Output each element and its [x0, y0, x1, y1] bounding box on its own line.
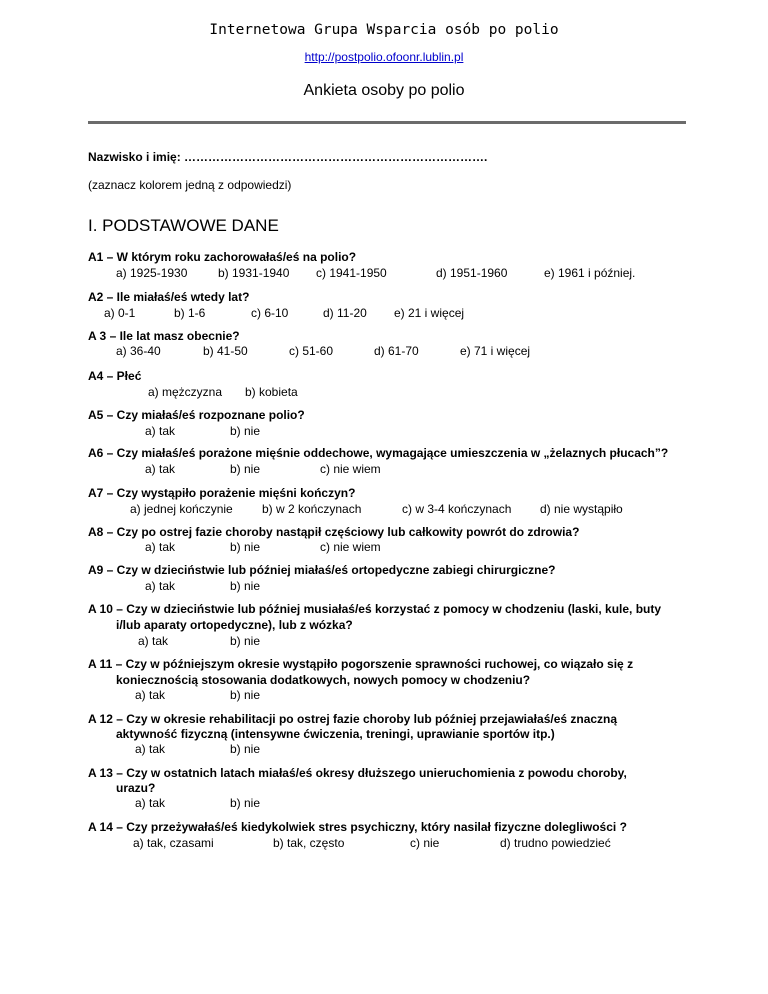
option-a10-a[interactable]: a) tak: [138, 634, 169, 648]
option-a3-c[interactable]: c) 51-60: [289, 344, 334, 358]
option-a14-b[interactable]: b) tak, często: [273, 836, 345, 850]
option-a11-a[interactable]: a) tak: [135, 688, 166, 702]
question-a14: A 14 – Czy przeżywałaś/eś kiedykolwiek stres psychiczny, który nasilał fizyczne dolegliwości ?: [88, 820, 627, 834]
option-a6-c[interactable]: c) nie wiem: [320, 462, 381, 476]
option-a7-d[interactable]: d) nie wystąpiło: [540, 502, 623, 516]
option-a1-b[interactable]: b) 1931-1940: [218, 266, 290, 280]
option-a2-a[interactable]: a) 0-1: [104, 306, 136, 320]
document-title: Ankieta osoby po polio: [303, 82, 465, 99]
option-a14-d[interactable]: d) trudno powiedzieć: [500, 836, 611, 850]
option-a9-b[interactable]: b) nie: [230, 579, 261, 593]
question-a13-line2: urazu?: [116, 781, 156, 795]
option-a1-d[interactable]: d) 1951-1960: [436, 266, 508, 280]
question-a9: A9 – Czy w dzieciństwie lub później miałaś/eś ortopedyczne zabiegi chirurgiczne?: [88, 563, 556, 577]
option-a7-c[interactable]: c) w 3-4 kończynach: [402, 502, 512, 516]
header-url-link[interactable]: http://postpolio.ofoonr.lublin.pl: [304, 50, 464, 64]
question-a12-line2: aktywność fizyczną (intensywne ćwiczenia, treningi, uprawianie sportów itp.): [116, 727, 555, 741]
option-a14-a[interactable]: a) tak, czasami: [133, 836, 214, 850]
question-a10-line2: i/lub aparaty ortopedyczne), lub z wózka?: [116, 618, 353, 632]
option-a13-b[interactable]: b) nie: [230, 796, 261, 810]
option-a1-e[interactable]: e) 1961 i później.: [544, 266, 636, 280]
option-a8-b[interactable]: b) nie: [230, 540, 261, 554]
option-a3-b[interactable]: b) 41-50: [203, 344, 248, 358]
section-title: I. PODSTAWOWE DANE: [88, 216, 279, 235]
option-a11-b[interactable]: b) nie: [230, 688, 261, 702]
option-a6-b[interactable]: b) nie: [230, 462, 261, 476]
question-a3: A 3 – Ile lat masz obecnie?: [88, 329, 240, 343]
question-a5: A5 – Czy miałaś/eś rozpoznane polio?: [88, 408, 305, 422]
horizontal-rule: [88, 121, 686, 124]
option-a3-d[interactable]: d) 61-70: [374, 344, 419, 358]
option-a8-a[interactable]: a) tak: [145, 540, 176, 554]
option-a13-a[interactable]: a) tak: [135, 796, 166, 810]
question-a8: A8 – Czy po ostrej fazie choroby nastąpił częściowy lub całkowity powrót do zdrowia?: [88, 525, 580, 539]
option-a9-a[interactable]: a) tak: [145, 579, 176, 593]
question-a10-line1: A 10 – Czy w dzieciństwie lub później musiałaś/eś korzystać z pomocy w chodzeniu (laski, kule, buty: [88, 602, 662, 616]
name-field-label: Nazwisko i imię: ………………………………………………………………….: [88, 150, 488, 164]
option-a1-a[interactable]: a) 1925-1930: [116, 266, 188, 280]
option-a3-a[interactable]: a) 36-40: [116, 344, 161, 358]
option-a2-d[interactable]: d) 11-20: [323, 306, 367, 320]
option-a7-b[interactable]: b) w 2 kończynach: [262, 502, 362, 516]
option-a5-a[interactable]: a) tak: [145, 424, 176, 438]
question-a13-line1: A 13 – Czy w ostatnich latach miałaś/eś okresy dłuższego unieruchomienia z powodu choroby,: [88, 766, 627, 780]
option-a12-b[interactable]: b) nie: [230, 742, 261, 756]
option-a5-b[interactable]: b) nie: [230, 424, 261, 438]
header-org-name: Internetowa Grupa Wsparcia osób po polio: [209, 22, 559, 38]
option-a12-a[interactable]: a) tak: [135, 742, 166, 756]
option-a10-b[interactable]: b) nie: [230, 634, 261, 648]
option-a2-b[interactable]: b) 1-6: [174, 306, 206, 320]
option-a4-a[interactable]: a) mężczyzna: [148, 385, 223, 399]
option-a1-c[interactable]: c) 1941-1950: [316, 266, 387, 280]
question-a4: A4 – Płeć: [88, 369, 142, 383]
option-a2-c[interactable]: c) 6-10: [251, 306, 289, 320]
option-a4-b[interactable]: b) kobieta: [245, 385, 298, 399]
option-a8-c[interactable]: c) nie wiem: [320, 540, 381, 554]
question-a1: A1 – W którym roku zachorowałaś/eś na polio?: [88, 250, 357, 264]
question-a11-line2: koniecznością stosowania dodatkowych, nowych pomocy w chodzeniu?: [116, 673, 531, 687]
option-a7-a[interactable]: a) jednej kończynie: [130, 502, 233, 516]
question-a11-line1: A 11 – Czy w późniejszym okresie wystąpiło pogorszenie sprawności ruchowej, co wiązało się z: [88, 657, 634, 671]
option-a14-c[interactable]: c) nie: [410, 836, 440, 850]
question-a6: A6 – Czy miałaś/eś porażone mięśnie oddechowe, wymagające umieszczenia w „żelaznych płucach”?: [88, 446, 669, 460]
option-a6-a[interactable]: a) tak: [145, 462, 176, 476]
option-a3-e[interactable]: e) 71 i więcej: [460, 344, 531, 358]
instruction-note: (zaznacz kolorem jedną z odpowiedzi): [88, 178, 292, 192]
question-a12-line1: A 12 – Czy w okresie rehabilitacji po ostrej fazie choroby lub później przejawiałaś/eś znaczną: [88, 712, 618, 726]
question-a2: A2 – Ile miałaś/eś wtedy lat?: [88, 290, 250, 304]
option-a2-e[interactable]: e) 21 i więcej: [394, 306, 465, 320]
question-a7: A7 – Czy wystąpiło porażenie mięśni kończyn?: [88, 486, 356, 500]
